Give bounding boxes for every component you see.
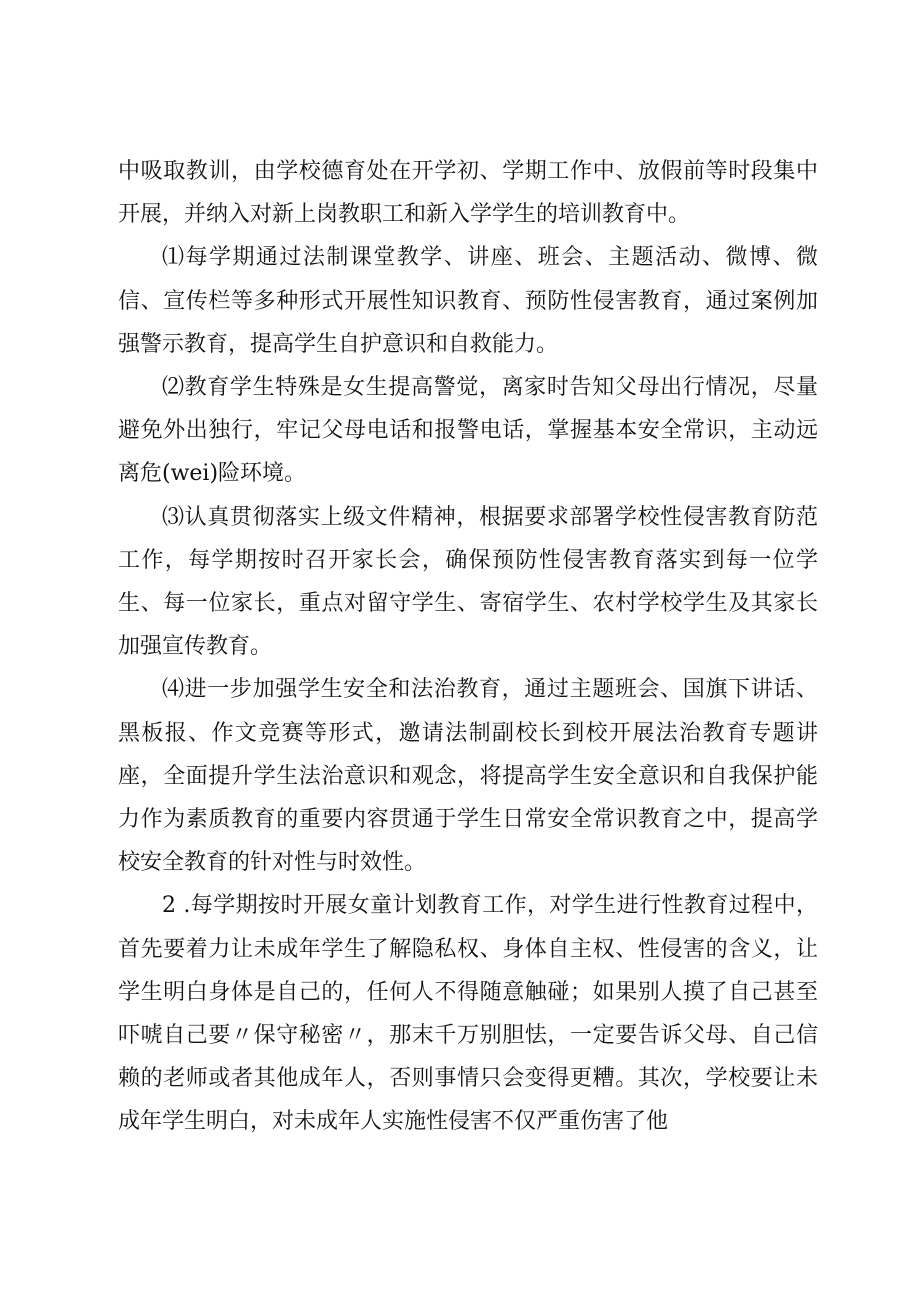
paragraph-item-1: ⑴每学期通过法制课堂教学、讲座、班会、主题活动、微博、微信、宣传栏等多种形式开展性知识教育、预防性侵害教育，通过案例加强警示教育，提高学生自护意识和自救能力。 [118, 245, 818, 357]
paragraph-item-3: ⑶认真贯彻落实上级文件精神，根据要求部署学校性侵害教育防范工作，每学期按时召开家长会，确保预防性侵害教育落实到每一位学生、每一位家长，重点对留守学生、寄宿学生、农村学校学生及其家长加强宣传教育。 [118, 504, 818, 660]
paragraph-continuation: 中吸取教训，由学校德育处在开学初、学期工作中、放假前等时段集中开展，并纳入对新上岗教职工和新入学学生的培训教育中。 [118, 159, 818, 228]
paragraph-item-2: ⑵教育学生特殊是女生提高警觉，离家时告知父母出行情况，尽量避免外出独行，牢记父母电话和报警电话，掌握基本安全常识，主动远离危(wei)险环境。 [118, 375, 818, 487]
paragraph-item-4: ⑷进一步加强学生安全和法治教育，通过主题班会、国旗下讲话、黑板报、作文竞赛等形式，邀请法制副校长到校开展法治教育专题讲座，全面提升学生法治意识和观念，将提高学生安全意识和自我保护能力作为素质教育的重要内容贯通于学生日常安全常识教育之中，提高学校安全教育的针对性与时效性。 [118, 677, 818, 876]
paragraph-section-2: 2 .每学期按时开展女童计划教育工作，对学生进行性教育过程中，首先要着力让未成年学生了解隐私权、身体自主权、性侵害的含义，让学生明白身体是自己的，任何人不得随意触碰；如果别人摸了自己甚至吓唬自己要〃保守秘密〃，那末千万别胆怯，一定要告诉父母、自己信赖的老师或者其他成年人，否则事情只会变得更糟。其次，学校要让未成年学生明白，对未成年人实施性侵害不仅严重伤害了他 [118, 893, 818, 1135]
body-text [118, 150, 818, 1144]
